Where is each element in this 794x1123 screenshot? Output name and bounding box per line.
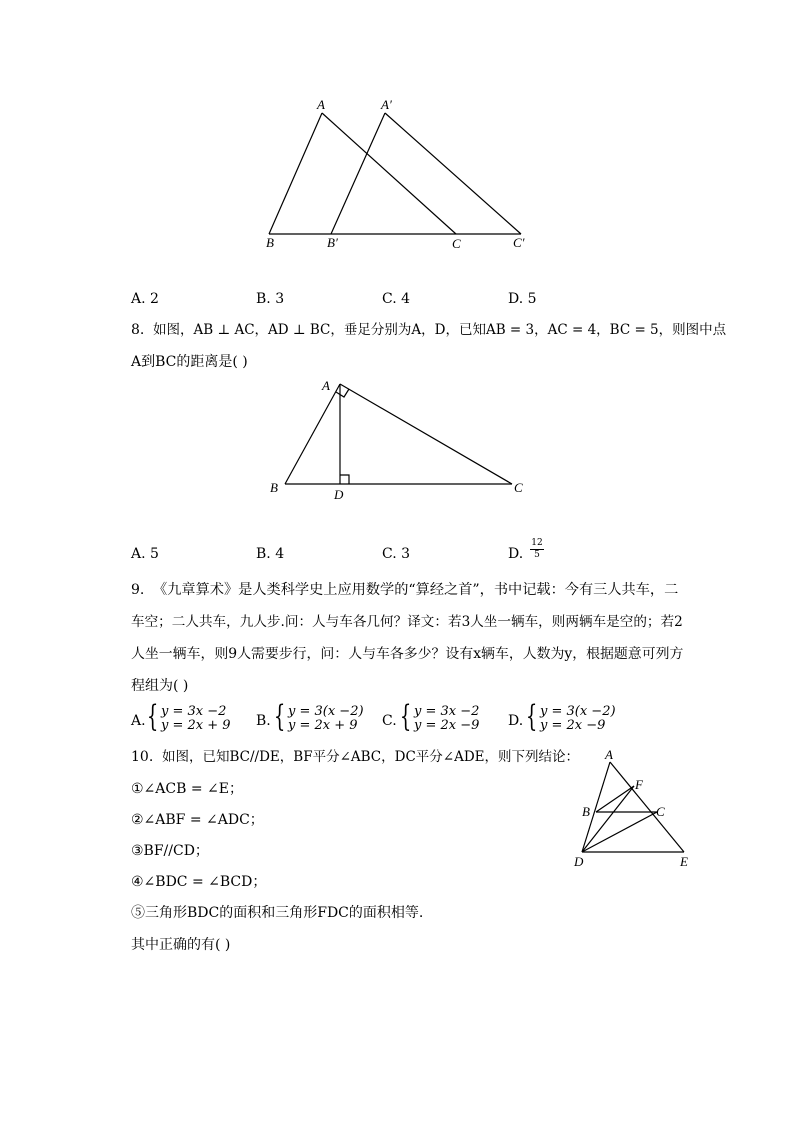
q10-label-C: C: [656, 804, 665, 819]
q10-item-5: ⑤三角形BDC的面积和三角形FDC的面积相等.: [131, 905, 424, 921]
q9-number: 9.: [131, 582, 145, 598]
q9-option-a-brace: {: [146, 699, 159, 734]
q10-item-3: ③BF//CD；: [131, 843, 209, 859]
q10-number: 10.: [131, 749, 154, 765]
q7-label-B: B: [266, 235, 274, 250]
q8-option-b[interactable]: B. 4: [256, 546, 285, 562]
q8-stem-line1: 如图，AB ⊥ AC，AD ⊥ BC，垂足分别为A，D，已知AB = 3，AC = 4，BC = 5，则图中点: [153, 322, 727, 338]
q9-option-a[interactable]: [131, 699, 241, 736]
q9-option-d-brace: {: [525, 699, 538, 734]
q9-option-b[interactable]: [256, 699, 371, 736]
q9-option-b-eq2: y = 2x + 9: [288, 718, 358, 733]
q8-label-C: C: [514, 480, 523, 495]
q10-figure: [568, 748, 698, 872]
q8-label-B: B: [270, 480, 278, 495]
q9-option-c-eq1: y = 3x −2: [414, 704, 480, 719]
q7-label-B-prime: B′: [327, 235, 338, 250]
q9-stem-line2: 车空；二人共车，九人步.问：人与车各几何？译文：若3人坐一辆车，则两辆车是空的；若2: [131, 614, 683, 630]
q7-figure: [255, 95, 545, 255]
q9-stem-line1: 《九章算术》是人类科学史上应用数学的“算经之首”，书中记载：今有三人共车，二: [153, 582, 679, 598]
q9-option-b-brace: {: [273, 699, 286, 734]
q8-option-d-numerator: 12: [531, 538, 543, 548]
q7-label-A: A: [317, 97, 325, 112]
q8-option-a[interactable]: A. 5: [131, 546, 159, 562]
q9-option-d-eq2: y = 2x −9: [540, 718, 606, 733]
q10-item-2: ②∠ABF = ∠ADC；: [131, 812, 264, 828]
q7-label-C-prime: C′: [513, 235, 525, 250]
q10-label-A: A: [605, 748, 613, 762]
q9-option-d[interactable]: [508, 699, 623, 736]
q8-option-c[interactable]: C. 3: [382, 546, 411, 562]
q9-option-c-label: C.: [382, 713, 397, 729]
q8-stem-line2: A到BC的距离是( ): [131, 354, 248, 370]
q7-label-A-prime: A′: [381, 97, 392, 112]
q10-item-4: ④∠BDC = ∠BCD；: [131, 874, 267, 890]
q8-label-D: D: [334, 487, 344, 502]
q9-option-a-label: A.: [131, 713, 146, 729]
q7-label-C: C: [452, 236, 461, 251]
q8-option-d-label: D.: [508, 546, 524, 562]
q8-option-d-fraction: [530, 538, 544, 561]
q9-option-c-eq2: y = 2x −9: [414, 718, 480, 733]
q9-option-c-brace: {: [399, 699, 412, 734]
q10-label-D: D: [574, 854, 584, 869]
q9-stem-line3: 人坐一辆车，则9人需要步行，问：人与车各多少？设有x辆车，人数为y，根据题意可列方: [131, 646, 684, 662]
q9-option-d-eq1: y = 3(x −2): [540, 704, 616, 719]
q9-option-c[interactable]: [382, 699, 492, 736]
q10-question: 其中正确的有( ): [131, 937, 231, 953]
q7-option-a[interactable]: A. 2: [131, 291, 159, 307]
q10-label-E: E: [680, 854, 688, 869]
q8-number: 8.: [131, 322, 145, 338]
q10-item-1: ①∠ACB = ∠E；: [131, 781, 243, 797]
q10-stem: 如图，已知BC//DE，BF平分∠ABC，DC平分∠ADE，则下列结论：: [162, 749, 580, 765]
q8-option-d-denominator: 5: [534, 550, 540, 560]
q10-label-B: B: [582, 804, 590, 819]
q8-figure: [265, 372, 535, 504]
q9-stem-line4: 程组为( ): [131, 678, 189, 694]
q7-option-c[interactable]: C. 4: [382, 291, 411, 307]
q9-option-a-eq1: y = 3x −2: [161, 704, 227, 719]
q9-option-b-label: B.: [256, 713, 271, 729]
q9-option-b-eq1: y = 3(x −2): [288, 704, 364, 719]
q8-label-A: A: [322, 378, 330, 393]
q7-option-b[interactable]: B. 3: [256, 291, 285, 307]
q9-option-d-label: D.: [508, 713, 524, 729]
q10-label-F: F: [635, 777, 643, 792]
q9-option-a-eq2: y = 2x + 9: [161, 718, 231, 733]
q7-option-d[interactable]: D. 5: [508, 291, 537, 307]
